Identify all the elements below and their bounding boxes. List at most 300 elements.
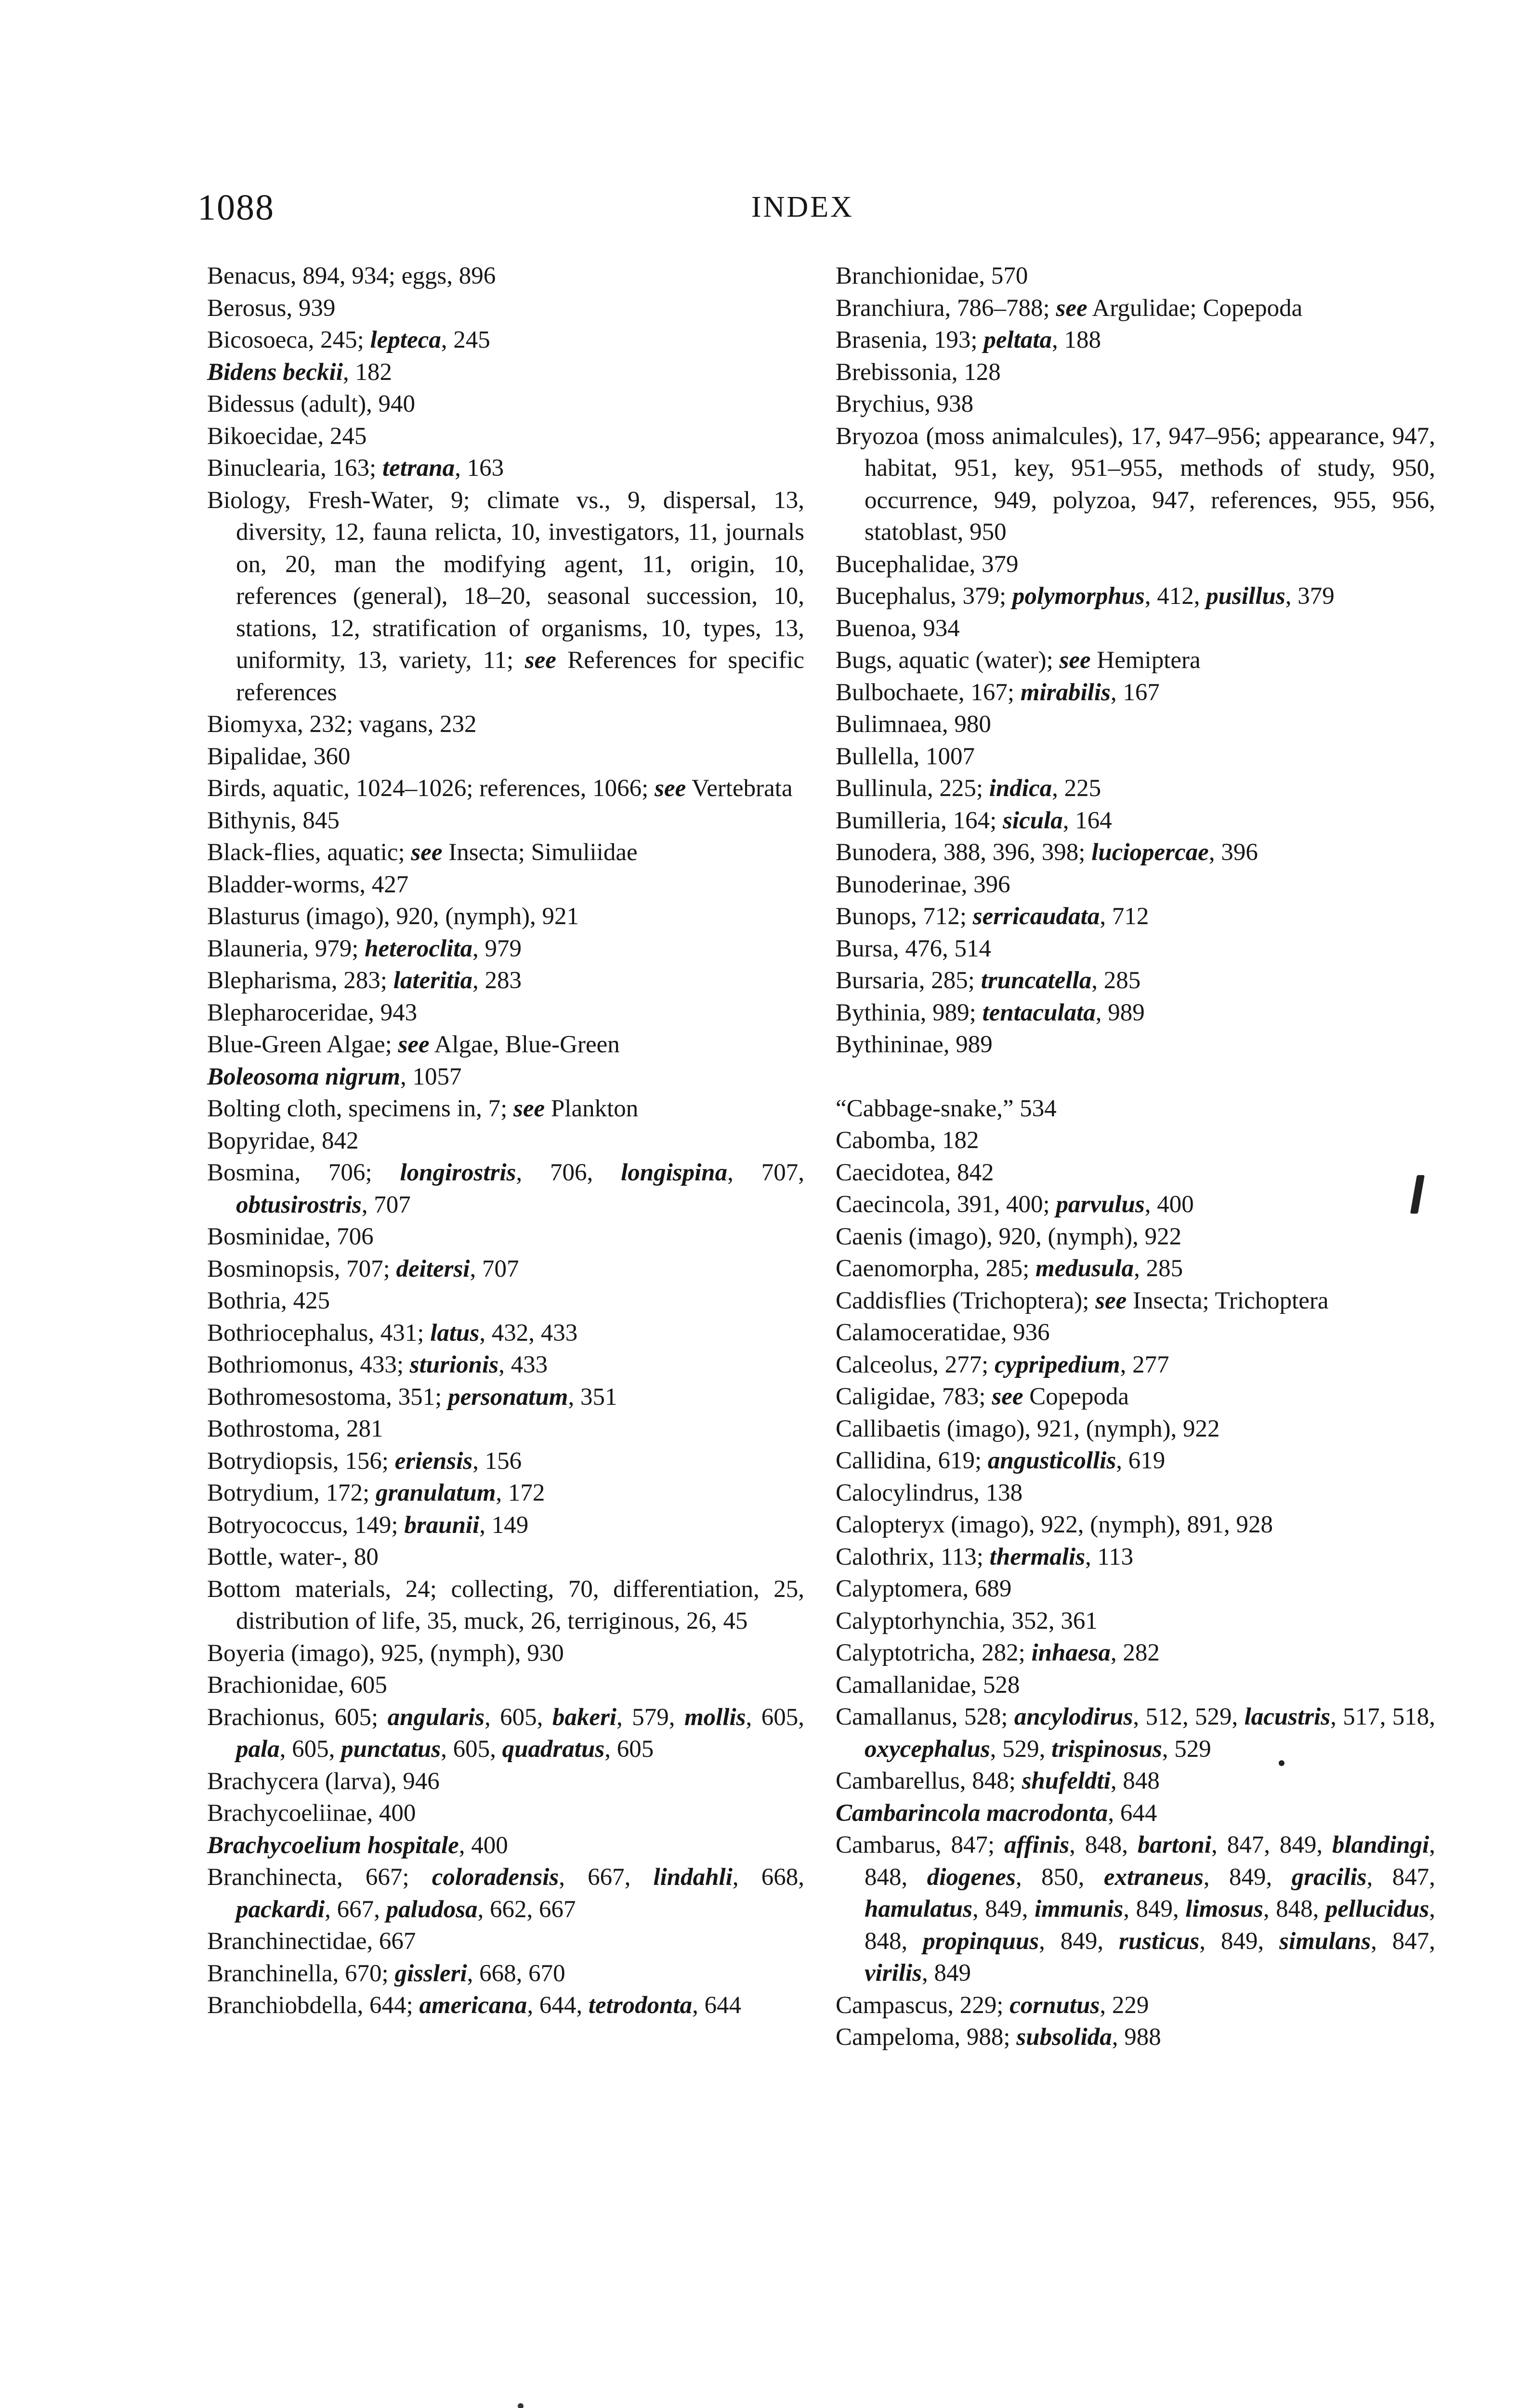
index-text: , 849, — [1203, 1863, 1292, 1891]
index-text: , 512, 529, — [1133, 1703, 1245, 1730]
index-term-italic: ancylodirus — [1014, 1703, 1133, 1730]
index-entry — [207, 1958, 804, 1990]
index-entry — [207, 1925, 804, 1958]
index-entry — [836, 772, 1435, 805]
index-text: , 517, 518, — [1330, 1703, 1435, 1730]
index-entry — [207, 1637, 804, 1670]
index-text: , 847, — [1366, 1863, 1436, 1891]
index-text: , 850, — [1015, 1863, 1104, 1891]
index-text: Calyptotricha, 282; — [836, 1639, 1032, 1666]
index-column-right — [836, 260, 1435, 2054]
index-entry — [836, 580, 1435, 613]
index-entry — [836, 1413, 1435, 1445]
index-entry — [836, 1189, 1435, 1221]
index-entry — [207, 452, 804, 484]
index-text: , 245 — [441, 327, 490, 353]
index-text: , 579, — [616, 1703, 684, 1731]
index-entry — [207, 420, 804, 453]
index-entry — [836, 1573, 1435, 1605]
index-term-italic: packardi — [236, 1896, 325, 1923]
index-text: Brachionidae, 605 — [207, 1672, 387, 1699]
index-text: , 400 — [1144, 1191, 1194, 1218]
index-text: Black-flies, aquatic; — [207, 839, 411, 866]
index-text: Calopteryx (imago), 922, (nymph), 891, 928 — [836, 1511, 1273, 1538]
index-text: Cambarellus, 848; — [836, 1767, 1022, 1794]
index-text: Bosminopsis, 707; — [207, 1255, 396, 1283]
index-text: Bythinia, 989; — [836, 999, 983, 1026]
index-text: Vertebrata — [686, 775, 793, 802]
index-text: , 848, — [865, 1896, 1435, 1955]
index-text: Branchinella, 670; — [207, 1960, 395, 1987]
index-text: , 896 — [446, 262, 496, 289]
index-term-italic: lepteca — [370, 327, 441, 353]
index-text: Birds, aquatic, 1024–1026; references, 1066; — [207, 775, 655, 802]
stray-dot — [518, 2403, 524, 2408]
index-text: Botrydium, 172; — [207, 1479, 376, 1506]
index-text: , 849, — [1199, 1927, 1280, 1955]
index-entry — [207, 260, 804, 292]
index-text: , 605 — [604, 1736, 654, 1763]
index-term-italic: shufeldti — [1022, 1767, 1111, 1794]
index-text: Brasenia, 193; — [836, 327, 984, 353]
index-text: Campeloma, 988; — [836, 2024, 1017, 2051]
index-text: Blasturus (imago), 920, (nymph), 921 — [207, 903, 579, 930]
index-term-italic: peltata — [983, 327, 1052, 353]
index-text: , 979 — [472, 935, 522, 962]
index-term-italic: see — [513, 1095, 545, 1122]
index-entry — [836, 420, 1435, 549]
index-entry — [836, 741, 1435, 773]
index-text: , 433 — [498, 1351, 548, 1378]
index-term-italic: blandingi — [1332, 1832, 1429, 1858]
index-text: , 225 — [1052, 775, 1101, 802]
index-entry — [207, 708, 804, 741]
index-term-italic: paludosa — [386, 1896, 478, 1923]
index-entry — [207, 388, 804, 420]
index-entry — [836, 388, 1435, 420]
index-term-italic: Cambarincola macrodonta — [836, 1799, 1108, 1827]
index-term-italic: subsolida — [1016, 2024, 1112, 2051]
index-text: Bunops, 712; — [836, 903, 973, 930]
index-entry — [836, 1157, 1435, 1189]
index-term-italic: cornutus — [1009, 1991, 1100, 2019]
index-text: Brachycoeliinae, 400 — [207, 1800, 416, 1827]
index-entry — [207, 1797, 804, 1830]
index-term-italic: obtusirostris — [236, 1191, 362, 1218]
index-text: Caecidotea, 842 — [836, 1159, 994, 1186]
index-text: Bunodera, 388, 396, 398; — [836, 839, 1092, 866]
index-text: , 432, 433 — [479, 1319, 578, 1347]
index-text: Blepharisma, 283; — [207, 967, 393, 994]
index-text: Bulimnaea, 980 — [836, 711, 991, 738]
index-entry — [207, 1413, 804, 1445]
index-text: , 282 — [1110, 1639, 1160, 1666]
index-text: , 167 — [1110, 679, 1160, 706]
index-entry — [207, 1349, 804, 1381]
index-entry — [207, 1830, 804, 1862]
index-term-italic: pala — [236, 1736, 280, 1763]
index-text: , 848, — [1263, 1896, 1325, 1923]
index-term-italic: tetrana — [382, 455, 455, 482]
index-text: Brachionus, 605; — [207, 1703, 388, 1731]
index-text: Branchionidae, 570 — [836, 262, 1028, 289]
index-text: Bikoecidae, 245 — [207, 422, 367, 450]
index-term-italic: pellucidus — [1325, 1896, 1429, 1923]
index-text: Blauneria, 979; — [207, 935, 365, 962]
index-text: Hemiptera — [1090, 647, 1201, 674]
index-entry — [836, 1669, 1435, 1701]
index-entry — [207, 292, 804, 325]
index-entry — [207, 484, 804, 709]
index-text: , 849, — [1039, 1927, 1119, 1955]
index-entry — [207, 997, 804, 1029]
index-entry — [836, 1445, 1435, 1477]
index-text: Bunoderinae, 396 — [836, 871, 1010, 898]
index-text: Bursaria, 285; — [836, 967, 981, 994]
index-entry — [207, 1285, 804, 1317]
index-text: , 605, — [279, 1736, 341, 1763]
index-text: Calyptorhynchia, 352, 361 — [836, 1607, 1098, 1635]
index-entry — [207, 1701, 804, 1766]
index-entry — [207, 933, 804, 965]
index-entry — [836, 1285, 1435, 1317]
index-term-italic: polymorphus — [1012, 583, 1145, 610]
index-entry — [836, 1221, 1435, 1253]
index-entry — [207, 1989, 804, 2022]
index-text: Bythininae, 989 — [836, 1031, 993, 1058]
index-entry — [207, 1157, 804, 1221]
index-term-italic: longirostris — [400, 1159, 516, 1186]
index-entry — [207, 1573, 804, 1637]
index-entry — [836, 933, 1435, 965]
index-term-italic: quadratus — [502, 1736, 605, 1763]
index-term-italic: oxycephalus — [865, 1735, 990, 1763]
index-entry — [207, 1477, 804, 1509]
index-term-italic: hamulatus — [865, 1896, 972, 1923]
index-entry — [207, 324, 804, 356]
index-text: Bucephalus, 379; — [836, 583, 1012, 610]
index-term-italic: virilis — [865, 1960, 922, 1987]
index-text: , 351 — [568, 1383, 617, 1411]
index-entry — [836, 1093, 1435, 1125]
index-entry — [207, 1317, 804, 1349]
index-text: Cabomba, 182 — [836, 1127, 979, 1154]
index-text: , 849, — [1123, 1896, 1186, 1923]
index-entry — [836, 292, 1435, 325]
index-text: , 283 — [472, 967, 522, 994]
index-text: , 644, — [527, 1992, 589, 2019]
index-text: Binuclearia, 163; — [207, 455, 382, 482]
index-entry — [207, 1509, 804, 1542]
index-text: , 988 — [1112, 2024, 1161, 2051]
index-text: Camallanus, 528; — [836, 1703, 1014, 1730]
index-text: Caddisflies (Trichoptera); — [836, 1287, 1096, 1314]
index-text: Plankton — [545, 1095, 639, 1122]
index-text: , 707, — [727, 1159, 805, 1186]
index-term-italic: medusula — [1035, 1255, 1134, 1282]
index-text: Calocylindrus, 138 — [836, 1479, 1023, 1506]
index-term-italic: inhaesa — [1031, 1639, 1111, 1666]
index-entry — [207, 1381, 804, 1413]
index-entry — [207, 1445, 804, 1478]
index-text: Botrydiopsis, 156; — [207, 1447, 395, 1475]
index-text: , 847, — [1371, 1927, 1436, 1955]
index-text: , 1057 — [400, 1063, 462, 1090]
index-text: , 707 — [361, 1191, 411, 1218]
index-entry — [207, 837, 804, 869]
index-text: , 848, — [1069, 1832, 1138, 1858]
index-term-italic: latus — [430, 1319, 480, 1347]
index-text: Bothriomonus, 433; — [207, 1351, 410, 1378]
index-entry — [836, 1029, 1435, 1061]
index-term-italic: lacustris — [1244, 1703, 1331, 1730]
index-term-italic: bakeri — [552, 1703, 617, 1731]
index-term-italic: personatum — [448, 1383, 568, 1411]
index-term-italic: deitersi — [396, 1255, 470, 1283]
index-text: Bottom materials, 24; collecting, 70, differentiation, 25, distribution of life, 35, muck, 26, terriginous, 26, 45 — [207, 1575, 804, 1635]
index-term-italic: americana — [419, 1992, 527, 2019]
index-text: Bicosoeca, 245; — [207, 327, 370, 353]
index-term-italic: longispina — [621, 1159, 728, 1186]
index-entry — [836, 869, 1435, 901]
index-text: Branchiura, 786–788; — [836, 294, 1056, 322]
index-text: Bothriocephalus, 431; — [207, 1319, 431, 1347]
index-text: Calothrix, 113; — [836, 1543, 990, 1570]
index-text: Biology, Fresh-Water, 9; climate vs., 9, dispersal, 13, diversity, 12, fauna relicta, 10, investigators, 11, journals on, 20, man the modifying agent, 11, origin, 10, references (general), 18–20, seasonal succession, 10, stations, 12, stratification of organisms, 10, types, 13, uniformity, 13, variety, 11; — [207, 486, 804, 674]
index-text: Argulidae; Copepoda — [1087, 294, 1303, 322]
index-text: , 707 — [470, 1255, 519, 1283]
index-entry — [836, 260, 1435, 292]
index-entry — [836, 708, 1435, 741]
index-text: Branchinectidae, 667 — [207, 1928, 416, 1955]
index-text: Calceolus, 277; — [836, 1351, 995, 1378]
index-text: Camallanidae, 528 — [836, 1671, 1020, 1699]
index-term-italic: coloradensis — [432, 1864, 559, 1891]
index-text: , 529, — [990, 1735, 1052, 1763]
index-text: , 163 — [455, 455, 504, 482]
index-entry — [836, 1253, 1435, 1285]
index-term-italic: Bidens beckii — [207, 358, 343, 386]
index-text: Bugs, aquatic (water); — [836, 647, 1060, 674]
index-entry — [836, 1349, 1435, 1381]
index-text: Blue-Green Algae; — [207, 1031, 398, 1058]
index-term-italic: diogenes — [927, 1863, 1016, 1891]
index-text: , 849, — [972, 1896, 1035, 1923]
index-text: Bursa, 476, 514 — [836, 935, 991, 962]
index-column-left — [207, 260, 804, 2022]
index-term-italic: eriensis — [394, 1447, 473, 1475]
index-term-italic: affinis — [1004, 1832, 1070, 1858]
index-term-italic: see — [524, 647, 556, 674]
index-text: Bidessus (adult), 940 — [207, 391, 416, 418]
index-entry — [836, 1477, 1435, 1509]
index-text: Bopyridae, 842 — [207, 1127, 359, 1154]
index-text: , 400 — [459, 1832, 508, 1859]
index-entry — [207, 772, 804, 805]
index-term-italic: gissleri — [394, 1960, 467, 1987]
index-text: Insecta; Trichoptera — [1127, 1287, 1329, 1314]
index-text: , 668, — [732, 1864, 804, 1891]
index-text: Bullella, 1007 — [836, 743, 975, 770]
index-term-italic: luciopercae — [1091, 839, 1209, 866]
index-text: , 662, 667 — [477, 1896, 576, 1923]
index-text: Bucephalidae, 379 — [836, 550, 1019, 578]
index-entry — [207, 805, 804, 837]
index-text: , 188 — [1052, 327, 1101, 353]
index-text: “Cabbage-snake,” 534 — [836, 1095, 1057, 1122]
running-head: INDEX — [751, 191, 854, 223]
index-term-italic: Brachycoelium hospitale — [207, 1832, 459, 1859]
index-term-italic: see — [655, 775, 686, 802]
index-text: Benacus, 894, 934; — [207, 262, 402, 289]
index-entry — [207, 741, 804, 773]
index-term-italic: truncatella — [981, 967, 1092, 994]
index-text: Brachycera (larva), 946 — [207, 1767, 440, 1795]
index-text: Boyeria (imago), 925, (nymph), 930 — [207, 1639, 564, 1667]
index-entry — [836, 324, 1435, 356]
index-text: Blepharoceridae, 943 — [207, 999, 418, 1026]
index-term-italic: see — [1056, 294, 1088, 322]
index-entry — [836, 1509, 1435, 1541]
index-text: Bolting cloth, specimens in, 7; — [207, 1095, 514, 1122]
index-text: Calyptomera, 689 — [836, 1575, 1012, 1602]
index-text: Branchinecta, 667; — [207, 1864, 432, 1891]
index-text: Caenis (imago), 920, (nymph), 922 — [836, 1223, 1182, 1250]
index-text: , 667, — [559, 1864, 654, 1891]
index-text: , 182 — [342, 358, 392, 386]
index-term-italic: pusillus — [1206, 583, 1285, 610]
index-term-italic: extraneus — [1103, 1863, 1204, 1891]
index-text: Algae, Blue-Green — [429, 1031, 620, 1058]
index-text: , 668, 670 — [467, 1960, 565, 1987]
index-entry — [836, 837, 1435, 869]
index-text: Bumilleria, 164; — [836, 807, 1003, 834]
index-text: Bryozoa (moss animalcules), 17, 947–956; appearance, 947, habitat, 951, key, 951–955, methods of study, 950, occurrence, 949, polyzoa, 947, references, 955, 956, statoblast, 950 — [836, 422, 1435, 546]
index-term-italic: tetrodonta — [588, 1992, 693, 2019]
index-text: , 706, — [516, 1159, 621, 1186]
index-term-italic: propinquus — [923, 1927, 1039, 1955]
index-text: Bladder-worms, 427 — [207, 871, 409, 898]
index-entry — [207, 1861, 804, 1925]
index-entry — [207, 1093, 804, 1125]
index-entry — [207, 1253, 804, 1285]
index-text: , 848 — [1110, 1767, 1160, 1794]
index-term-italic: immunis — [1034, 1896, 1124, 1923]
index-entry — [836, 997, 1435, 1029]
index-text: , 847, 849, — [1211, 1832, 1333, 1858]
index-term-italic: angularis — [387, 1703, 485, 1731]
index-text: , 605, — [441, 1736, 502, 1763]
index-entry — [836, 1797, 1435, 1830]
index-text: , 277 — [1120, 1351, 1169, 1378]
index-entry — [836, 1637, 1435, 1669]
index-entry — [836, 613, 1435, 645]
index-entry — [836, 805, 1435, 837]
index-text: , 619 — [1116, 1447, 1166, 1474]
index-text: , 605, — [484, 1703, 552, 1731]
index-entry — [207, 1061, 804, 1093]
index-term-italic: Boleosoma nigrum — [207, 1063, 401, 1090]
index-text: , 156 — [472, 1447, 522, 1475]
index-term-italic: see — [411, 839, 443, 866]
index-entry — [836, 1989, 1435, 2022]
index-text: Bulbochaete, 167; — [836, 679, 1021, 706]
index-entry — [207, 1029, 804, 1061]
index-entry — [836, 1541, 1435, 1573]
index-term-italic: see — [398, 1031, 430, 1058]
index-entry — [836, 644, 1435, 677]
index-entry — [207, 869, 804, 901]
index-entry — [207, 1541, 804, 1573]
index-text: , 848, — [865, 1832, 1436, 1891]
index-text: Berosus, 939 — [207, 294, 336, 322]
index-entry — [836, 1381, 1435, 1413]
index-text: Caligidae, 783; — [836, 1383, 992, 1410]
index-entry — [207, 1221, 804, 1253]
index-text: Calamoceratidae, 936 — [836, 1319, 1050, 1346]
index-entry — [207, 965, 804, 997]
index-term-italic: see — [1095, 1287, 1127, 1314]
index-entry — [836, 1701, 1435, 1765]
index-text: Branchiobdella, 644; — [207, 1992, 419, 2019]
index-text: Brebissonia, 128 — [836, 358, 1001, 386]
index-text: Callibaetis (imago), 921, (nymph), 922 — [836, 1415, 1220, 1442]
index-entry — [836, 1829, 1435, 1989]
index-entry — [207, 901, 804, 933]
index-text: Bothria, 425 — [207, 1287, 330, 1314]
index-text: Biomyxa, 232; vagans, 232 — [207, 711, 477, 738]
index-term-italic: parvulus — [1056, 1191, 1145, 1218]
index-text: Bipalidae, 360 — [207, 743, 351, 770]
index-text: , 229 — [1100, 1991, 1149, 2019]
index-term-italic: mollis — [684, 1703, 746, 1731]
index-text: , 113 — [1085, 1543, 1134, 1570]
index-term-italic: limosus — [1185, 1896, 1263, 1923]
index-text: , 989 — [1095, 999, 1145, 1026]
index-text: , 396 — [1208, 839, 1258, 866]
index-term-italic: bartoni — [1137, 1832, 1212, 1858]
index-term-italic: trispinosus — [1051, 1735, 1162, 1763]
index-text: Bothrostoma, 281 — [207, 1415, 383, 1442]
index-text: Bothromesostoma, 351; — [207, 1383, 448, 1411]
index-text: , 164 — [1062, 807, 1112, 834]
index-term-italic: lateritia — [393, 967, 473, 994]
index-text: , 712 — [1100, 903, 1149, 930]
index-term-italic: cypripedium — [995, 1351, 1120, 1378]
index-text: Caenomorpha, 285; — [836, 1255, 1035, 1282]
index-entry — [836, 2021, 1435, 2054]
index-entry — [836, 1317, 1435, 1349]
index-entry — [836, 1765, 1435, 1797]
index-text: Campascus, 229; — [836, 1991, 1010, 2019]
index-term-italic: lindahli — [653, 1864, 733, 1891]
index-text: eggs — [401, 262, 447, 289]
index-text: Bosminidae, 706 — [207, 1223, 374, 1250]
index-entry — [207, 1766, 804, 1798]
index-text: Botryococcus, 149; — [207, 1511, 405, 1539]
index-text: , 849 — [922, 1960, 971, 1987]
index-text: , 529 — [1162, 1735, 1211, 1763]
index-term-italic: punctatus — [341, 1736, 441, 1763]
index-text: Caecincola, 391, 400; — [836, 1191, 1056, 1218]
index-text: Buenoa, 934 — [836, 615, 960, 642]
index-term-italic: gracilis — [1291, 1863, 1367, 1891]
index-term-italic: braunii — [404, 1511, 480, 1539]
index-text: , 285 — [1134, 1255, 1183, 1282]
index-term-italic: see — [1059, 647, 1091, 674]
index-text: , 605, — [746, 1703, 805, 1731]
index-term-italic: sturionis — [409, 1351, 499, 1378]
